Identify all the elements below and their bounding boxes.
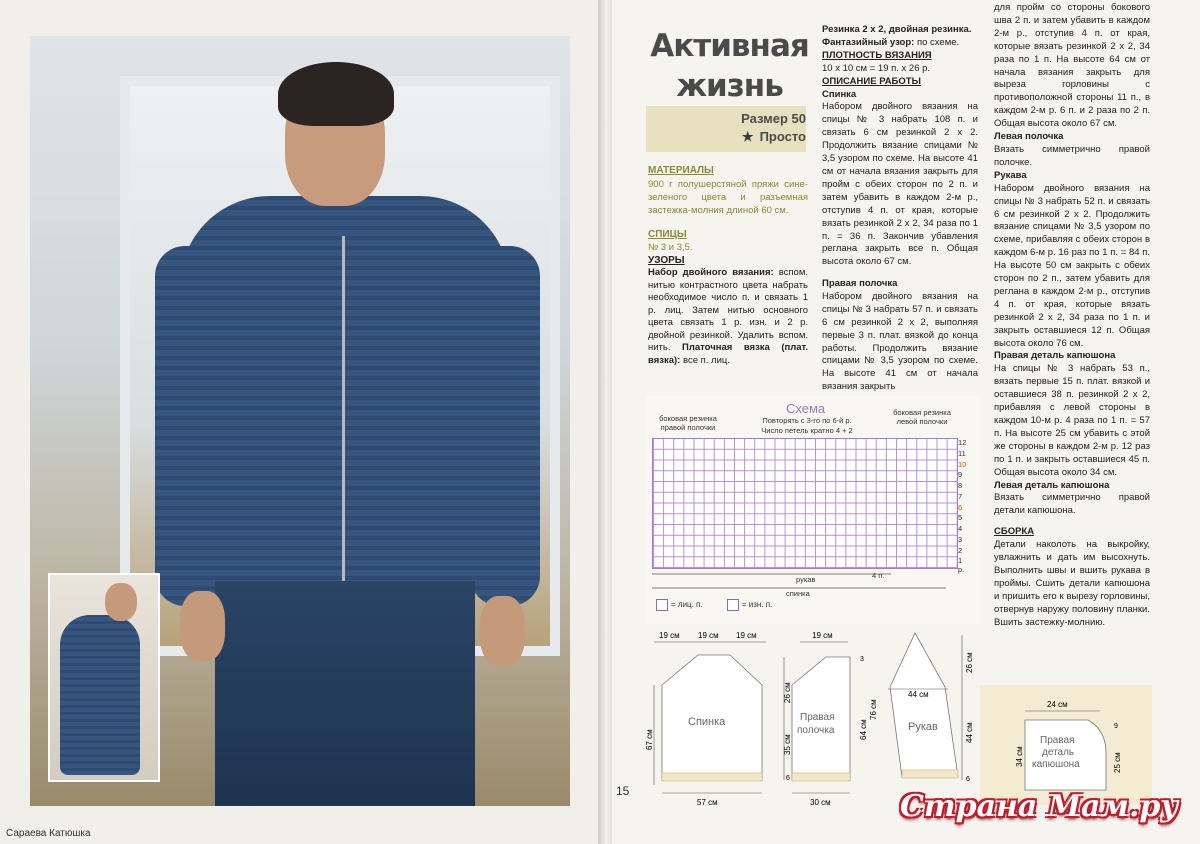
chart-multiple-note: Число петель кратно 4 + 2	[761, 426, 853, 435]
left-hood-text: Вязать симметрично правой детали капюшона.	[994, 492, 1150, 517]
chart-row-number: 2	[958, 545, 963, 555]
front-top: 19 см	[812, 631, 833, 640]
right-hood-heading: Правая деталь капюшона	[994, 350, 1116, 362]
chart-row-number: 1 р.	[958, 556, 965, 575]
back-top-2: 19 см	[698, 631, 719, 640]
chart-label-right-2: левой полочки	[896, 417, 948, 426]
front-rib	[792, 773, 850, 781]
materials-text: 900 г полушерстяной пряжи сине-зеленого цвета и разъемная застежка-молния длиной 60 см.	[648, 179, 808, 216]
left-front-heading: Левая полочка	[994, 131, 1064, 143]
sleeve-shape	[890, 633, 958, 777]
model-hair	[278, 62, 394, 126]
garter-text: все п. лиц.	[683, 354, 730, 366]
double-cast-on-label: Набор двойного вязания:	[648, 267, 774, 278]
back-rib	[662, 773, 762, 781]
jacket-zipper	[342, 236, 345, 586]
sleeve-label: Рукав	[908, 721, 938, 733]
fancy-text: по схеме.	[916, 36, 960, 48]
legend-purl: = изн. п.	[741, 600, 773, 610]
gauge-text: 10 х 10 см = 19 п. х 26 р.	[822, 62, 931, 74]
chart-row-number: 4	[958, 524, 963, 533]
front-schematic	[783, 631, 868, 807]
front-dim-35: 35 см	[783, 734, 792, 755]
size-label: Размер 50	[741, 111, 806, 126]
sleeve-dim-26: 26 см	[965, 652, 974, 673]
hood-schematic	[980, 685, 1152, 805]
inset-head	[105, 583, 137, 621]
photo-credit: Сараева Катюшка	[6, 828, 91, 839]
needles-heading: СПИЦЫ	[648, 229, 687, 240]
sleeve-marker: рукав	[796, 575, 816, 584]
chart-row-number: 12	[958, 438, 967, 447]
assembly-heading: СБОРКА	[994, 526, 1035, 538]
inset-jacket	[60, 615, 140, 775]
hood-label-2: деталь	[1042, 747, 1075, 758]
sleeve-rib	[902, 770, 958, 778]
hood-dim-25: 25 см	[1113, 752, 1122, 773]
chart-legend	[656, 599, 772, 611]
back-heading: Спинка	[822, 88, 857, 100]
gauge-heading: ПЛОТНОСТЬ ВЯЗАНИЯ	[822, 49, 932, 61]
sleeve-dim-6: 6	[966, 776, 970, 783]
patterns-text	[648, 267, 808, 367]
watermark-logo: Страна Мам.ру	[900, 789, 1179, 824]
front-dim-6: 6	[786, 775, 790, 782]
front-label-1: Правая	[800, 712, 835, 723]
right-front-heading: Правая полочка	[822, 278, 898, 289]
sleeve-dim-44: 44 см	[965, 722, 974, 743]
instructions-column-3	[994, 2, 1150, 630]
chart-label-right-1: боковая резинка	[893, 408, 951, 417]
jeans	[215, 581, 475, 806]
description-heading: ОПИСАНИЕ РАБОТЫ	[822, 75, 921, 87]
hood-label-1: Правая	[1040, 735, 1075, 746]
right-hood-text: На спицы № 3 набрать 53 п., вязать первые 15 п. плат. вязкой и оставшиеся 38 п. резинкой 2 х 2, прибавляя с левой стороны в каждом 10-м р. 4 раза по 1 п. = 57 п. На высоте 25 см убавить с этой же стороны в каждом 2-м р. 12 раз по 1 п. и закрыть оставшиеся 45 п. Общая высота около 34 см.	[994, 363, 1150, 478]
knitted-jacket	[180, 196, 510, 586]
chart-row-number: 3	[958, 534, 963, 544]
title-line-2: жизнь	[676, 68, 783, 104]
difficulty-row	[660, 128, 806, 146]
chart-repeat-note: Повторять с 3-го по 6-й р.	[762, 416, 852, 425]
back-top-1: 19 см	[659, 631, 680, 640]
legend-knit: = лиц. п.	[671, 600, 703, 610]
front-dim-64: 64 см	[859, 719, 868, 740]
page-number: 15	[616, 784, 630, 798]
back-text: Набором двойного вязания на спицы № 3 набрать 108 п. и связать 6 см резинкой 2 х 2. Продолжить вязание спицами № 3,5 узором по схеме. На высоте 41 см от начала вязания закрыть для пройм с обеих сторон по 2 п. и затем убавить в каждом 2-м р., отступив 4 п. от края, которые вязать резинкой 2 х 2, 34 раза по 1 п. = 36 п. Закончив убавления реглана закрыть все п. Общая высота около 67 см.	[822, 101, 978, 268]
page-title	[647, 26, 812, 106]
continued-text: для пройм со стороны бокового шва 2 п. и затем убавить в каждом 2-м р., отступив 4 п. от края, которые вязать резинкой 2 х 2, 34 раза по 1 п. На высоте 64 см от начала вязания закрыть для выреза горловины с противоположной стороны 11 п., в каждом 2-м р. 6 п. и 2 раза по 2 п. Общая высота около 67 см.	[994, 2, 1150, 130]
back-schematic	[645, 631, 766, 807]
hand-left	[180, 591, 225, 661]
hood-top: 24 см	[1047, 700, 1068, 709]
chart-row-number: 8	[958, 481, 963, 490]
magazine-spine	[598, 0, 612, 844]
back-top-3: 19 см	[736, 631, 757, 640]
stitch-grid	[652, 438, 958, 569]
instructions-column-2b	[822, 278, 978, 394]
front-dim-26: 26 см	[783, 682, 792, 703]
chart-row-number: 11	[958, 448, 966, 458]
chart-label-right	[882, 408, 962, 426]
back-marker: спинка	[786, 589, 810, 598]
inset-photo-hood	[48, 573, 160, 782]
rib-text: Резинка 2 х 2, двойная резинка.	[822, 24, 972, 35]
back-label: Спинка	[688, 716, 726, 728]
garter-label: Платочная вязка (плат. вязка):	[648, 342, 809, 366]
sleeve-dim-76: 76 см	[869, 699, 878, 720]
sleeve-schematic	[869, 633, 974, 783]
chart-label-left	[648, 414, 728, 432]
chart-row-number: 9	[958, 470, 963, 480]
chart-bottom-markers	[646, 560, 980, 600]
sleeve-width: 44 см	[908, 690, 929, 699]
back-height: 67 см	[645, 729, 654, 750]
needles-text: № 3 и 3,5.	[648, 242, 693, 253]
back-bottom: 57 см	[697, 798, 718, 807]
title-line-1: Активная	[650, 28, 809, 64]
purl-symbol-icon	[727, 599, 739, 611]
difficulty-label: Просто	[759, 129, 806, 144]
front-dim-3: 3	[860, 656, 864, 663]
fancy-label: Фантазийный узор:	[822, 36, 915, 48]
size-block	[660, 110, 806, 146]
left-front-text: Вязать симметрично правой полочке.	[994, 143, 1150, 168]
star-icon: ★	[741, 129, 754, 144]
chart-label-left-1: боковая резинка	[659, 414, 717, 423]
chart-row-number: 5	[958, 513, 963, 523]
hood-dim-9: 9	[1114, 723, 1118, 730]
sleeve-text: Набором двойного вязания на спицы № 3 набрать 52 п. и связать 6 см резинкой 2 х 2. Продолжить вязание спицами № 3,5 узором по схеме, прибавляя с обеих сторон в каждом 6-м р. 16 раз по 1 п. = 84 п. На высоте 50 см закрыть с обеих сторон по 2 п., затем убавить для реглана в каждом 2-м р., отступив 4 п. от края, которые вязать резинкой 2 х 2, 34 раза по 1 п. и закрыть оставшиеся 12 п. Общая высота около 76 см.	[994, 182, 1150, 349]
sleeve-heading: Рукава	[994, 169, 1027, 181]
chart-notes	[752, 416, 862, 436]
patterns-heading: УЗОРЫ	[648, 255, 685, 266]
front-label-2: полочка	[797, 725, 835, 736]
hand-right	[480, 596, 525, 666]
right-front-text: Набором двойного вязания на спицы № 3 набрать 57 п. и связать 6 см резинкой 2 х 2, выполняя первые 3 п. плат. вязкой до конца работы. Продолжить вязание спицами № 3,5 узором по схеме. На высоте 41 см от начала вязания закрыть	[822, 290, 978, 393]
hood-label-3: капюшона	[1032, 759, 1080, 770]
chart-title: Схема	[786, 401, 826, 416]
knit-symbol-icon	[656, 599, 668, 611]
instructions-column-2	[822, 24, 978, 269]
chart-row-number: 7	[958, 491, 963, 501]
double-cast-on-text: вспом. нитью контрастного цвета набрать необходимое число п. и связать 1 р. лиц. Затем нитью основного цвета связать 1 р. изн. и 2 р. двойной резинкой. Удалить вспом. нить.	[648, 267, 808, 353]
front-bottom: 30 см	[810, 798, 831, 807]
repeat-marker: 4 п.	[872, 571, 885, 580]
chart-row-number: 10	[958, 459, 967, 469]
chart-label-left-2: правой полочки	[660, 423, 716, 432]
chart-row-number: 6	[958, 502, 963, 512]
materials-heading: МАТЕРИАЛЫ	[648, 165, 714, 176]
left-page	[0, 0, 598, 844]
left-hood-heading: Левая деталь капюшона	[994, 479, 1110, 491]
hood-dim-34: 34 см	[1015, 746, 1024, 767]
assembly-text: Детали наколоть на выкройку, увлажнить и дать им высохнуть. Выполнить швы и вшить рукава в проймы. Сшить детали капюшона и пришить его к вырезу горловины, отвернув наружу половину планки. Вшить застежку-молнию.	[994, 539, 1150, 628]
